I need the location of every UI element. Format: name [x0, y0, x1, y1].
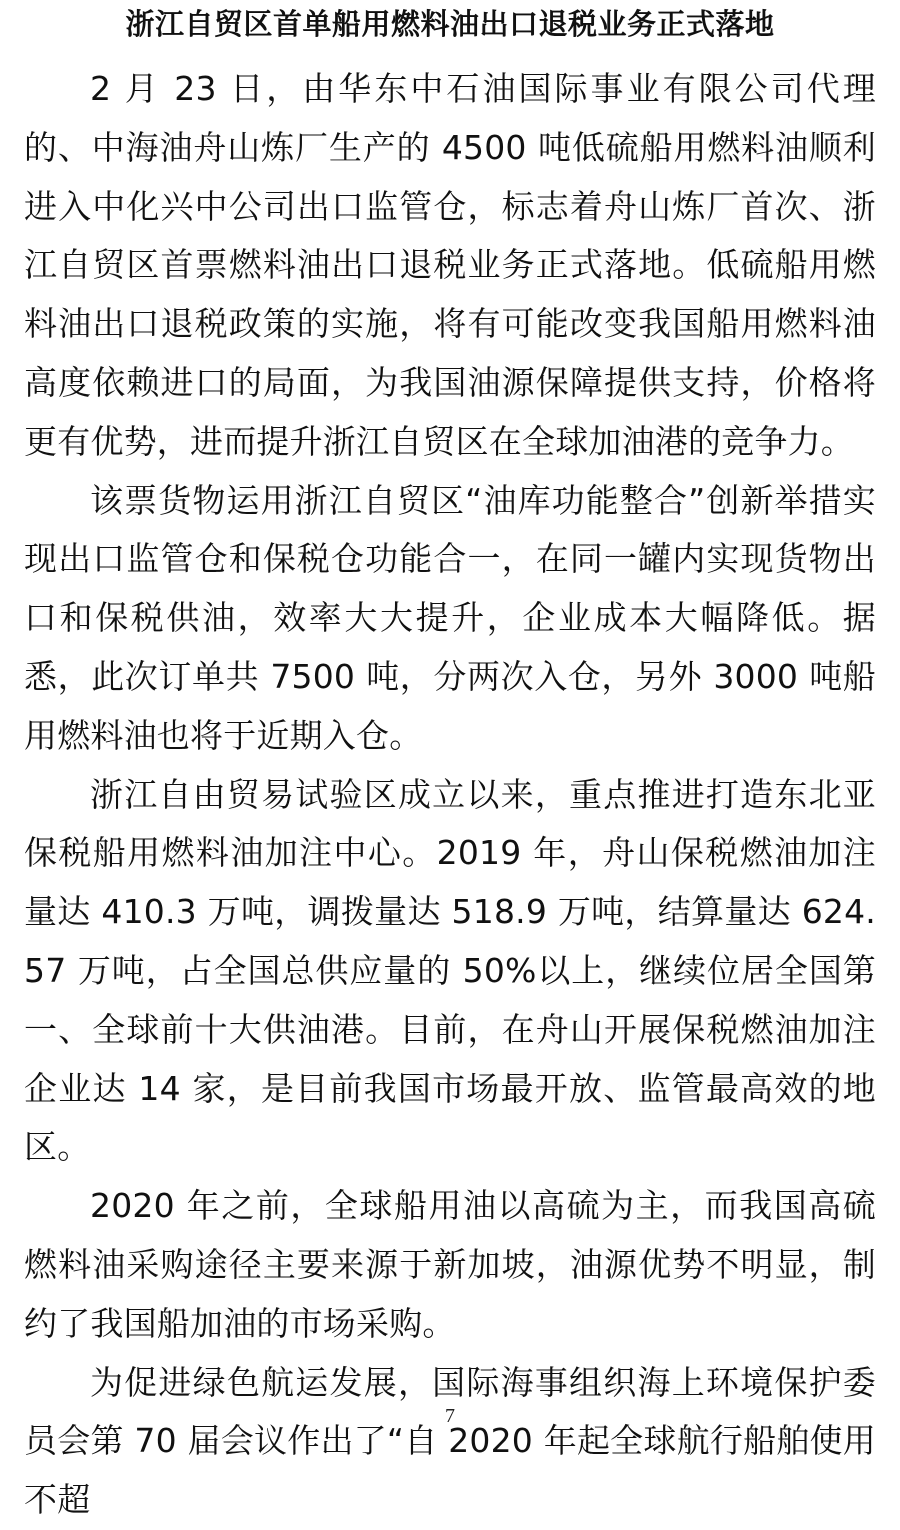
paragraph-1: 2 月 23 日，由华东中石油国际事业有限公司代理的、中海油舟山炼厂生产的 4500 吨低硫船用燃料油顺利进入中化兴中公司出口监管仓，标志着舟山炼厂首次、浙江自贸区首票燃料油出口退税业务正式落地。低硫船用燃料油出口退税政策的实施，将有可能改变我国船用燃料油高度依赖进口的局面，为我国油源保障提供支持，价格将更有优势，进而提升浙江自贸区在全球加油港的竞争力。 [24, 69, 876, 461]
page-number: 7 [445, 1405, 455, 1427]
paragraph-3: 浙江自由贸易试验区成立以来，重点推进打造东北亚保税船用燃料油加注中心。2019 年，舟山保税燃油加注量达 410.3 万吨，调拨量达 518.9 万吨，结算量达 624.57 万吨，占全国总供应量的 50%以上，继续位居全国第一、全球前十大供油港。目前，在舟山开展保税燃油加注企业达 14 家，是目前我国市场最开放、监管最高效的地区。 [24, 774, 876, 1167]
article-body [24, 60, 876, 1530]
paragraph-5: 为促进绿色航运发展，国际海事组织海上环境保护委员会第 70 届会议作出了“自 2020 年起全球航行船舶使用不超 [24, 1362, 876, 1520]
article-title: 浙江自贸区首单船用燃料油出口退税业务正式落地 [125, 7, 775, 41]
paragraph-4: 2020 年之前，全球船用油以高硫为主，而我国高硫燃料油采购途径主要来源于新加坡，油源优势不明显，制约了我国船加油的市场采购。 [24, 1186, 876, 1343]
paragraph-2: 该票货物运用浙江自贸区“油库功能整合”创新举措实现出口监管仓和保税仓功能合一，在同一罐内实现货物出口和保税供油，效率大大提升，企业成本大幅降低。据悉，此次订单共 7500 吨，分两次入仓，另外 3000 吨船用燃料油也将于近期入仓。 [24, 480, 876, 755]
